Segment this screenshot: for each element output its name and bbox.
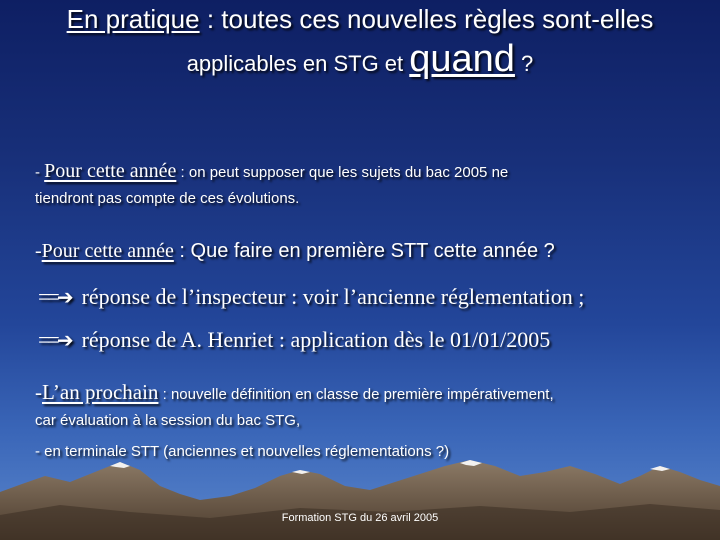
double-line-icon: == [38, 327, 57, 352]
paragraph-3-label: L’an prochain [42, 380, 159, 404]
title-text: : toutes ces nouvelles règles sont-elles [199, 4, 654, 34]
title-text-2: applicables en STG et [186, 51, 410, 76]
paragraph-2-text: : Que faire en première STT cette année ? [173, 240, 555, 262]
right-arrow-icon: ➔ [56, 285, 74, 309]
paragraph-2-label: Pour cette année [41, 240, 174, 262]
paragraph-1-label: Pour cette année [44, 160, 177, 182]
paragraph-1-text: : on peut supposer que les sujets du bac 2005 ne [176, 164, 509, 181]
paragraph-1-line-2: tiendront pas compte de ces évolutions. [35, 190, 300, 207]
paragraph-3-text: : nouvelle définition en classe de première impérativement, [158, 386, 554, 403]
paragraph-1-dash: - [35, 164, 45, 181]
arrow-line-text: réponse de A. Henriet : application dès le 01/01/2005 [81, 327, 551, 352]
paragraph-4: - en terminale STT (anciennes et nouvelles réglementations ?) [35, 443, 450, 460]
paragraph-3-line-2: car évaluation à la session du bac STG, [35, 412, 301, 429]
footer-text: Formation STG du 26 avril 2005 [281, 512, 439, 524]
arrow-line-text: réponse de l’inspecteur : voir l’ancienne réglementation ; [81, 284, 585, 309]
title-keyword-quand: quand [409, 38, 515, 80]
title-keyword-en-pratique: En pratique [66, 4, 200, 34]
paragraph-2-dash: - [35, 240, 42, 262]
title-question-mark: ? [514, 51, 534, 76]
paragraph-3-dash: - [35, 380, 42, 404]
right-arrow-icon: ➔ [56, 328, 74, 352]
double-line-icon: == [38, 284, 57, 309]
